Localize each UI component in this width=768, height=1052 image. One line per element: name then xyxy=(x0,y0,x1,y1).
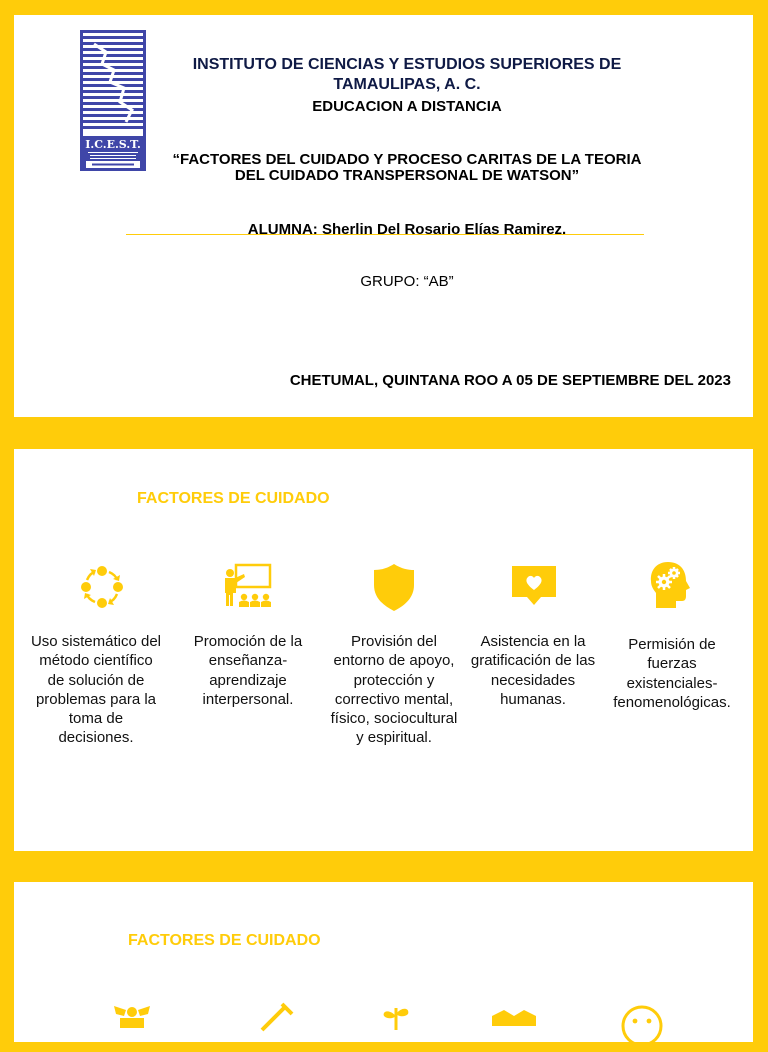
shield-icon xyxy=(368,561,420,613)
program-name: EDUCACION A DISTANCIA xyxy=(312,98,502,115)
group-label: GRUPO: “AB” xyxy=(360,273,454,290)
factor-text: Provisión del entorno de apoyo, protección y correctivo mental, físico, sociocultural y espiritual. xyxy=(330,633,458,747)
syringe-icon xyxy=(252,1000,304,1052)
section-title: FACTORES DE CUIDADO xyxy=(128,932,321,949)
section-title: FACTORES DE CUIDADO xyxy=(137,490,330,507)
icest-university-logo xyxy=(80,30,146,171)
plant-hand-icon xyxy=(370,1000,422,1052)
svg-text:I.C.E.S.T.: I.C.E.S.T. xyxy=(85,138,141,151)
place-date: CHETUMAL, QUINTANA ROO A 05 DE SEPTIEMBRE DEL 2023 xyxy=(289,372,731,389)
factors-slide-1 xyxy=(14,449,753,851)
factors-slide-2 xyxy=(14,882,753,1042)
heart-speech-icon xyxy=(508,561,560,613)
institution-name: INSTITUTO DE CIENCIAS Y ESTUDIOS SUPERIORES DE TAMAULIPAS, A. C. xyxy=(192,56,622,93)
teacher-board-icon xyxy=(222,561,274,613)
factor-text: Permisión de fuerzas existenciales-fenomenológicas. xyxy=(613,636,731,711)
document-title: “FACTORES DEL CUIDADO Y PROCESO CARITAS DE LA TEORIA DEL CUIDADO TRANSPERSONAL DE WATSON” xyxy=(172,151,642,184)
head-gears-icon xyxy=(646,559,698,611)
factor-text: Asistencia en la gratificación de las necesidades humanas. xyxy=(470,633,596,708)
handshake-icon xyxy=(488,1000,540,1052)
student-name: ALUMNA: Sherlin Del Rosario Elías Ramirez. xyxy=(247,221,567,238)
cycle-arrows-icon xyxy=(76,561,128,613)
factor-text: Uso sistemático del método científico de solución de problemas para la toma de decisiones. xyxy=(30,633,162,747)
factor-text: Promoción de la enseñanza-aprendizaje interpersonal. xyxy=(193,633,303,708)
smiley-face-icon xyxy=(616,1000,668,1052)
cover-slide xyxy=(14,15,753,417)
helping-hands-icon xyxy=(106,1000,158,1052)
